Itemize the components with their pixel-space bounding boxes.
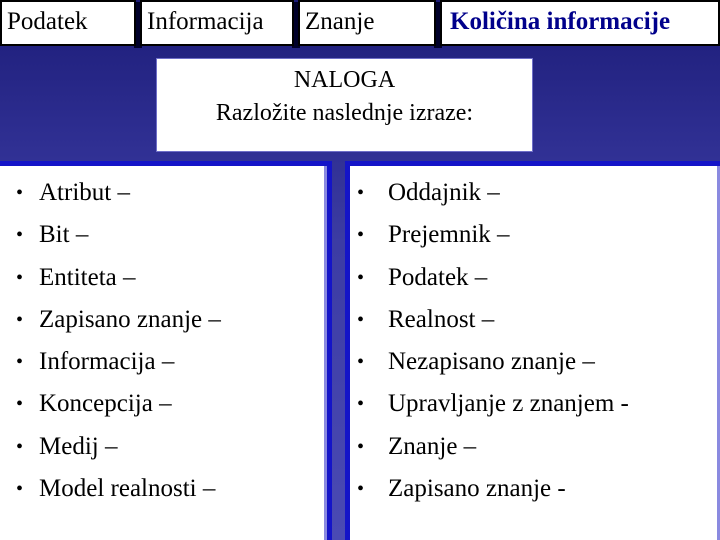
term-text: Informacija – xyxy=(39,348,175,376)
bullet-icon: • xyxy=(357,308,365,331)
bullet-icon: • xyxy=(357,393,365,416)
bullet-icon: • xyxy=(16,351,24,374)
tab-informacija[interactable]: Informacija xyxy=(140,0,294,46)
term-text: Znanje – xyxy=(388,432,477,460)
bullet-icon: • xyxy=(16,435,24,458)
term-text: Upravljanje z znanjem - xyxy=(388,390,629,418)
term-text: Prejemnik – xyxy=(388,221,510,249)
term-text: Bit – xyxy=(39,221,89,249)
term-text: Entiteta – xyxy=(39,263,136,291)
term-text: Nezapisano znanje – xyxy=(388,348,595,376)
bullet-icon: • xyxy=(357,478,365,501)
bullet-icon: • xyxy=(357,182,365,204)
tab-znanje[interactable]: Znanje xyxy=(298,0,436,46)
left-terms-panel xyxy=(0,161,332,540)
tab-bar xyxy=(0,0,720,50)
bullet-icon: • xyxy=(357,266,365,289)
bullet-icon: • xyxy=(357,351,365,374)
term-text: Medij – xyxy=(39,432,118,460)
term-text: Podatek – xyxy=(388,263,488,291)
term-text: Zapisano znanje - xyxy=(388,475,566,503)
bullet-icon: • xyxy=(16,224,24,247)
term-text: Zapisano znanje – xyxy=(39,305,221,333)
task-box xyxy=(156,58,533,152)
task-instruction: Razložite naslednje izraze: xyxy=(215,100,474,126)
bullet-icon: • xyxy=(16,393,24,416)
term-text: Oddajnik – xyxy=(388,179,500,206)
tab-kolicina-informacije[interactable]: Količina informacije xyxy=(440,0,720,46)
term-text: Model realnosti – xyxy=(39,475,216,503)
bullet-icon: • xyxy=(16,266,24,289)
bullet-icon: • xyxy=(16,182,24,204)
tab-podatek[interactable]: Podatek xyxy=(0,0,136,46)
term-text: Atribut – xyxy=(39,179,130,206)
term-text: Realnost – xyxy=(388,305,495,333)
term-text: Koncepcija – xyxy=(39,390,172,418)
task-title: NALOGA xyxy=(293,67,396,93)
bullet-icon: • xyxy=(357,435,365,458)
bullet-icon: • xyxy=(16,308,24,331)
bullet-icon: • xyxy=(16,478,24,501)
right-terms-panel xyxy=(345,161,720,540)
bullet-icon: • xyxy=(357,224,365,247)
